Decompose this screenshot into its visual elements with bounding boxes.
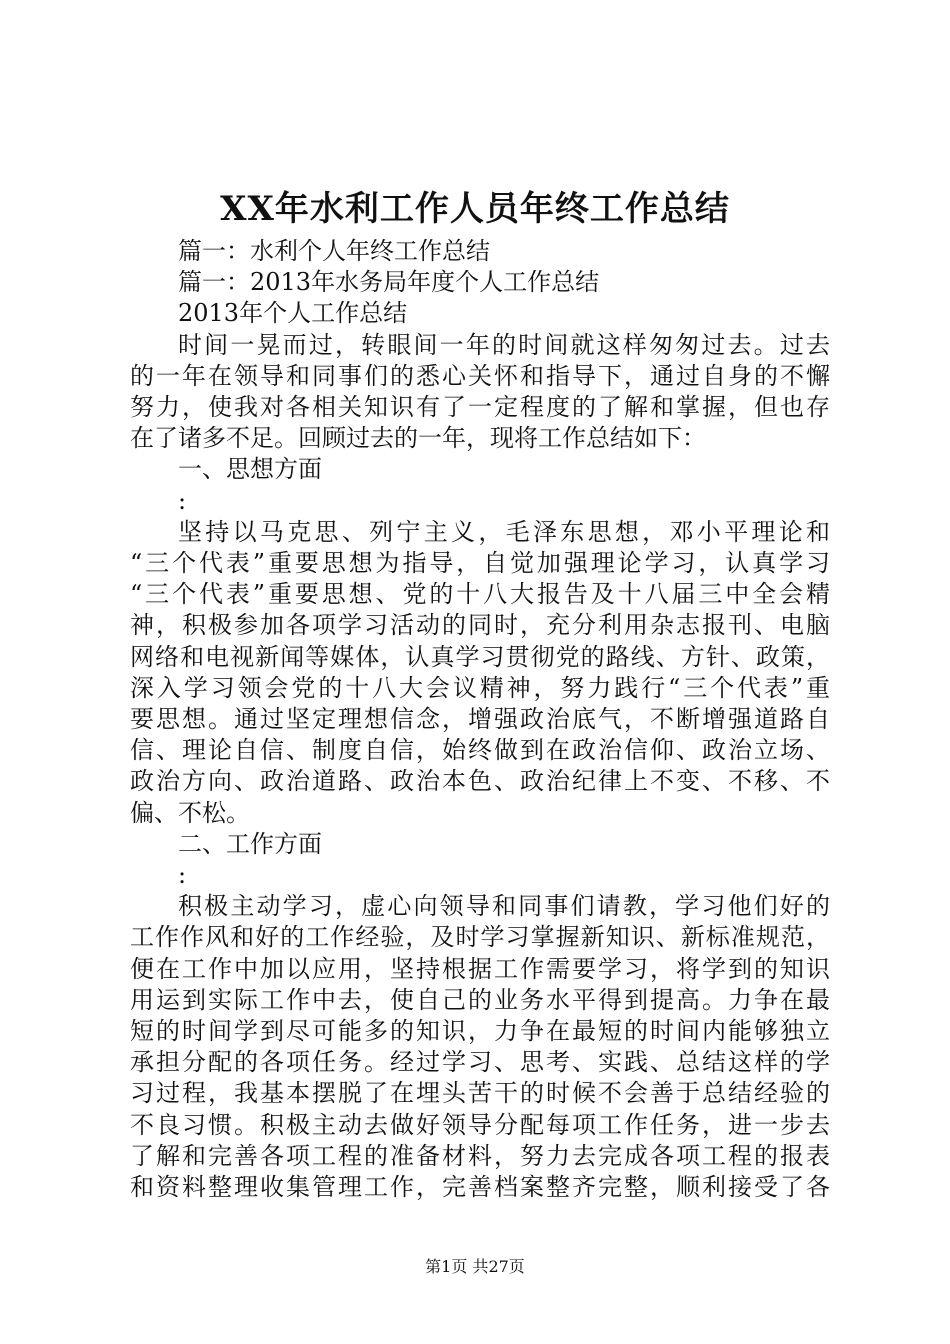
body-line: 努力，使我对各相关知识有了一定程度的了解和掌握，但也存 [130,393,830,421]
body-line: 篇一：水利个人年终工作总结 [178,237,490,265]
document-title: XX年水利工作人员年终工作总结 [220,189,730,229]
body-line: 用运到实际工作中去，使自己的业务水平得到提高。力争在最 [130,985,830,1014]
body-line: 神，积极参加各项学习活动的同时，充分利用杂志报刊、电脑 [130,611,830,640]
body-line: 深入学习领会党的十八大会议精神，努力践行“三个代表”重 [130,673,830,702]
body-line: 承担分配的各项任务。经过学习、思考、实践、总结这样的学 [130,1048,830,1077]
body-line: 政治方向、政治道路、政治本色、政治纪律上不变、不移、不 [130,767,830,796]
body-line: 不良习惯。积极主动去做好领导分配每项工作任务，进一步去 [130,1110,830,1139]
page-footer: 第1页 共27页 [425,1257,525,1276]
body-line: 二、工作方面 [178,829,322,858]
body-line: 时间一晃而过，转眼间一年的时间就这样匆匆过去。过去 [178,330,830,359]
body-line: 要思想。通过坚定理想信念，增强政治底气，不断增强道路自 [130,705,830,733]
body-line: 习过程，我基本摆脱了在埋头苦干的时候不会善于总结经验的 [130,1079,830,1108]
body-line: 便在工作中加以应用，坚持根据工作需要学习，将学到的知识 [130,954,830,983]
body-line: 工作作风和好的工作经验，及时学习掌握新知识、新标准规范， [130,923,830,952]
body-line: 2013年个人工作总结 [178,299,408,328]
body-line: 网络和电视新闻等媒体，认真学习贯彻党的路线、方针、政策， [130,642,830,671]
body-line: 篇一：2013年水务局年度个人工作总结 [178,268,600,297]
body-line: “三个代表”重要思想、党的十八大报告及十八届三中全会精 [130,580,830,609]
body-line: 偏、不松。 [130,798,250,827]
body-line: 积极主动学习，虚心向领导和同事们请教，学习他们好的 [178,892,830,921]
body-line: 的一年在领导和同事们的悉心关怀和指导下，通过自身的不懈 [130,361,830,390]
body-line: 信、理论自信、制度自信，始终做到在政治信仰、政治立场、 [130,736,830,765]
body-line: 和资料整理收集管理工作，完善档案整齐完整，顺利接受了各 [130,1173,830,1201]
body-line: “三个代表”重要思想为指导，自觉加强理论学习，认真学习 [130,549,830,577]
body-line: 在了诸多不足。回顾过去的一年，现将工作总结如下： [130,424,706,453]
body-line: 短的时间学到尽可能多的知识，力争在最短的时间内能够独立 [130,1017,830,1045]
body-line: : [178,861,187,889]
body-line: 坚持以马克思、列宁主义，毛泽东思想，邓小平理论和 [178,517,830,546]
body-line: : [178,486,187,515]
body-line: 了解和完善各项工程的准备材料，努力去完成各项工程的报表 [130,1141,830,1170]
body-line: 一、思想方面 [178,455,322,484]
